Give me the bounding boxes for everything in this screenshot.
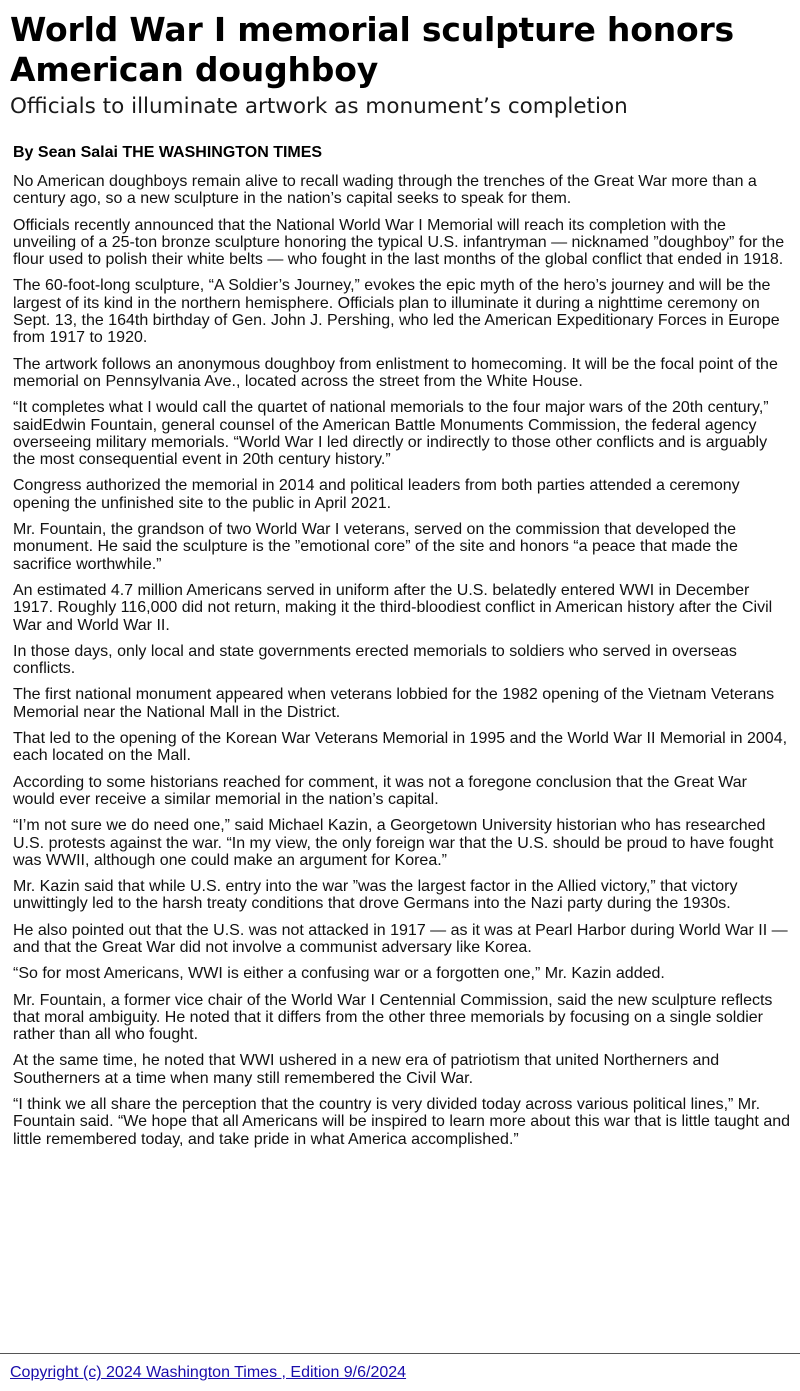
article-paragraph: The 60-foot-long sculpture, “A Soldier’s Journey,” evokes the epic myth of the hero’s journey and will be the largest of its kind in the northern hemisphere. Officials plan to illuminate it during a nighttime ceremony on Sept. 13, the 164th birthday of Gen. John J. Pershing, who led the American Expeditionary Forces in Europe from 1917 to 1920. — [13, 277, 780, 347]
footer-divider — [0, 1353, 800, 1354]
article-paragraph: At the same time, he noted that WWI ushered in a new era of patriotism that united Northerners and Southerners at a time when many still remembered the Civil War. — [13, 1052, 720, 1087]
article-paragraph: That led to the opening of the Korean War Veterans Memorial in 1995 and the World War II Memorial in 2004, each located on the Mall. — [13, 730, 788, 765]
article-paragraph: No American doughboys remain alive to recall wading through the trenches of the Great War more than a century ago, so a new sculpture in the nation’s capital seeks to speak for them. — [13, 173, 757, 208]
copyright-link[interactable]: Copyright (c) 2024 Washington Times , Edition 9/6/2024 — [10, 1364, 407, 1381]
article — [0, 0, 800, 162]
article-paragraph: “I think we all share the perception that the country is very divided today across various political lines,” Mr. Fountain said. “We hope that all Americans will be inspired to learn more about this war that is little taught and little remembered today, and take pride in what America accomplished.” — [13, 1096, 791, 1148]
article-paragraph: Congress authorized the memorial in 2014 and political leaders from both parties attended a ceremony opening the unfinished site to the public in April 2021. — [13, 477, 740, 512]
article-paragraph: The first national monument appeared when veterans lobbied for the 1982 opening of the Vietnam Veterans Memorial near the National Mall in the District. — [13, 686, 775, 721]
footer — [10, 1364, 406, 1382]
article-body — [0, 173, 800, 1148]
article-paragraph: The artwork follows an anonymous doughboy from enlistment to homecoming. It will be the focal point of the memorial on Pennsylvania Ave., located across the street from the White House. — [13, 355, 778, 390]
article-paragraph: Officials recently announced that the National World War I Memorial will reach its completion with the unveiling of a 25-ton bronze sculpture honoring the typical U.S. infantryman — nicknamed ”doughboy” for the flour used to polish their white belts — who fought in the last months of the global conflict that ended in 1918. — [13, 216, 785, 269]
article-paragraph: Mr. Kazin said that while U.S. entry into the war ”was the largest factor in the Allied victory,” that victory unwittingly led to the harsh treaty conditions that drove Germans into the Nazi party during the 1930s. — [13, 878, 738, 913]
article-paragraph: “It completes what I would call the quartet of national memorials to the four major wars of the 20th century,” saidEdwin Fountain, general counsel of the American Battle Monuments Commission, the federal agency overseeing military memorials. “World War I led directly or indirectly to those other conflicts and is arguably the most consequential event in 20th century history.” — [13, 399, 769, 469]
article-paragraph: “So for most Americans, WWI is either a confusing war or a forgotten one,” Mr. Kazin added. — [13, 965, 665, 983]
article-paragraph: Mr. Fountain, a former vice chair of the World War I Centennial Commission, said the new sculpture reflects that moral ambiguity. He noted that it differs from the other three memorials by focusing on a single soldier rather than all who fought. — [13, 991, 773, 1044]
article-byline: By Sean Salai THE WASHINGTON TIMES — [13, 144, 323, 161]
article-subheadline: Officials to illuminate artwork as monument’s completion — [10, 94, 628, 119]
article-paragraph: Mr. Fountain, the grandson of two World War I veterans, served on the commission that developed the monument. He said the sculpture is the ”emotional core” of the site and honors “a peace that made the sacrifice worthwhile.” — [13, 521, 738, 573]
article-headline: World War I memorial sculpture honors American doughboy — [10, 10, 734, 89]
article-paragraph: He also pointed out that the U.S. was not attacked in 1917 — as it was at Pearl Harbor during World War II — and that the Great War did not involve a communist adversary like Korea. — [13, 921, 788, 956]
article-paragraph: “I’m not sure we do need one,” said Michael Kazin, a Georgetown University historian who has researched U.S. protests against the war. “In my view, the only foreign war that the U.S. should be proud to have fought was WWII, although one could make an argument for Korea.” — [13, 817, 774, 869]
article-paragraph: In those days, only local and state governments erected memorials to soldiers who served in overseas conflicts. — [13, 642, 737, 678]
article-paragraph: According to some historians reached for comment, it was not a foregone conclusion that the Great War would ever receive a similar memorial in the nation’s capital. — [13, 773, 747, 808]
article-paragraph: An estimated 4.7 million Americans served in uniform after the U.S. belatedly entered WWI in December 1917. Roughly 116,000 did not return, making it the third-bloodiest conflict in American history after the Civil War and World War II. — [13, 581, 773, 634]
